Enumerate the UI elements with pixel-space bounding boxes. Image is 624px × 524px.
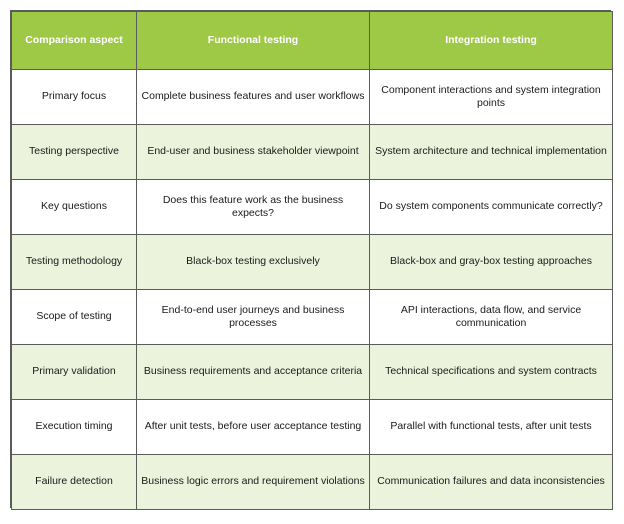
aspect-cell: Key questions <box>12 180 137 235</box>
functional-cell: End-user and business stakeholder viewpoint <box>137 125 370 180</box>
aspect-cell: Scope of testing <box>12 290 137 345</box>
aspect-cell: Execution timing <box>12 400 137 455</box>
table-header-row <box>12 12 613 70</box>
header-comparison-aspect: Comparison aspect <box>12 12 137 70</box>
functional-cell: After unit tests, before user acceptance testing <box>137 400 370 455</box>
aspect-cell: Primary focus <box>12 70 137 125</box>
functional-cell: Does this feature work as the business expects? <box>137 180 370 235</box>
comparison-table-container <box>10 10 611 508</box>
aspect-cell: Failure detection <box>12 455 137 510</box>
integration-cell: Communication failures and data inconsistencies <box>370 455 613 510</box>
integration-cell: Black-box and gray-box testing approaches <box>370 235 613 290</box>
integration-cell: System architecture and technical implementation <box>370 125 613 180</box>
integration-cell: Parallel with functional tests, after unit tests <box>370 400 613 455</box>
integration-cell: API interactions, data flow, and service communication <box>370 290 613 345</box>
functional-cell: Business requirements and acceptance criteria <box>137 345 370 400</box>
integration-cell: Technical specifications and system contracts <box>370 345 613 400</box>
integration-cell: Component interactions and system integration points <box>370 70 613 125</box>
comparison-table <box>11 11 613 510</box>
table-row <box>12 235 613 290</box>
table-row <box>12 400 613 455</box>
functional-cell: Complete business features and user workflows <box>137 70 370 125</box>
header-functional-testing: Functional testing <box>137 12 370 70</box>
table-row <box>12 180 613 235</box>
table-row <box>12 125 613 180</box>
header-integration-testing: Integration testing <box>370 12 613 70</box>
table-row <box>12 345 613 400</box>
table-row <box>12 290 613 345</box>
aspect-cell: Primary validation <box>12 345 137 400</box>
table-row <box>12 70 613 125</box>
integration-cell: Do system components communicate correctly? <box>370 180 613 235</box>
functional-cell: Black-box testing exclusively <box>137 235 370 290</box>
table-row <box>12 455 613 510</box>
aspect-cell: Testing perspective <box>12 125 137 180</box>
aspect-cell: Testing methodology <box>12 235 137 290</box>
functional-cell: Business logic errors and requirement violations <box>137 455 370 510</box>
functional-cell: End-to-end user journeys and business processes <box>137 290 370 345</box>
